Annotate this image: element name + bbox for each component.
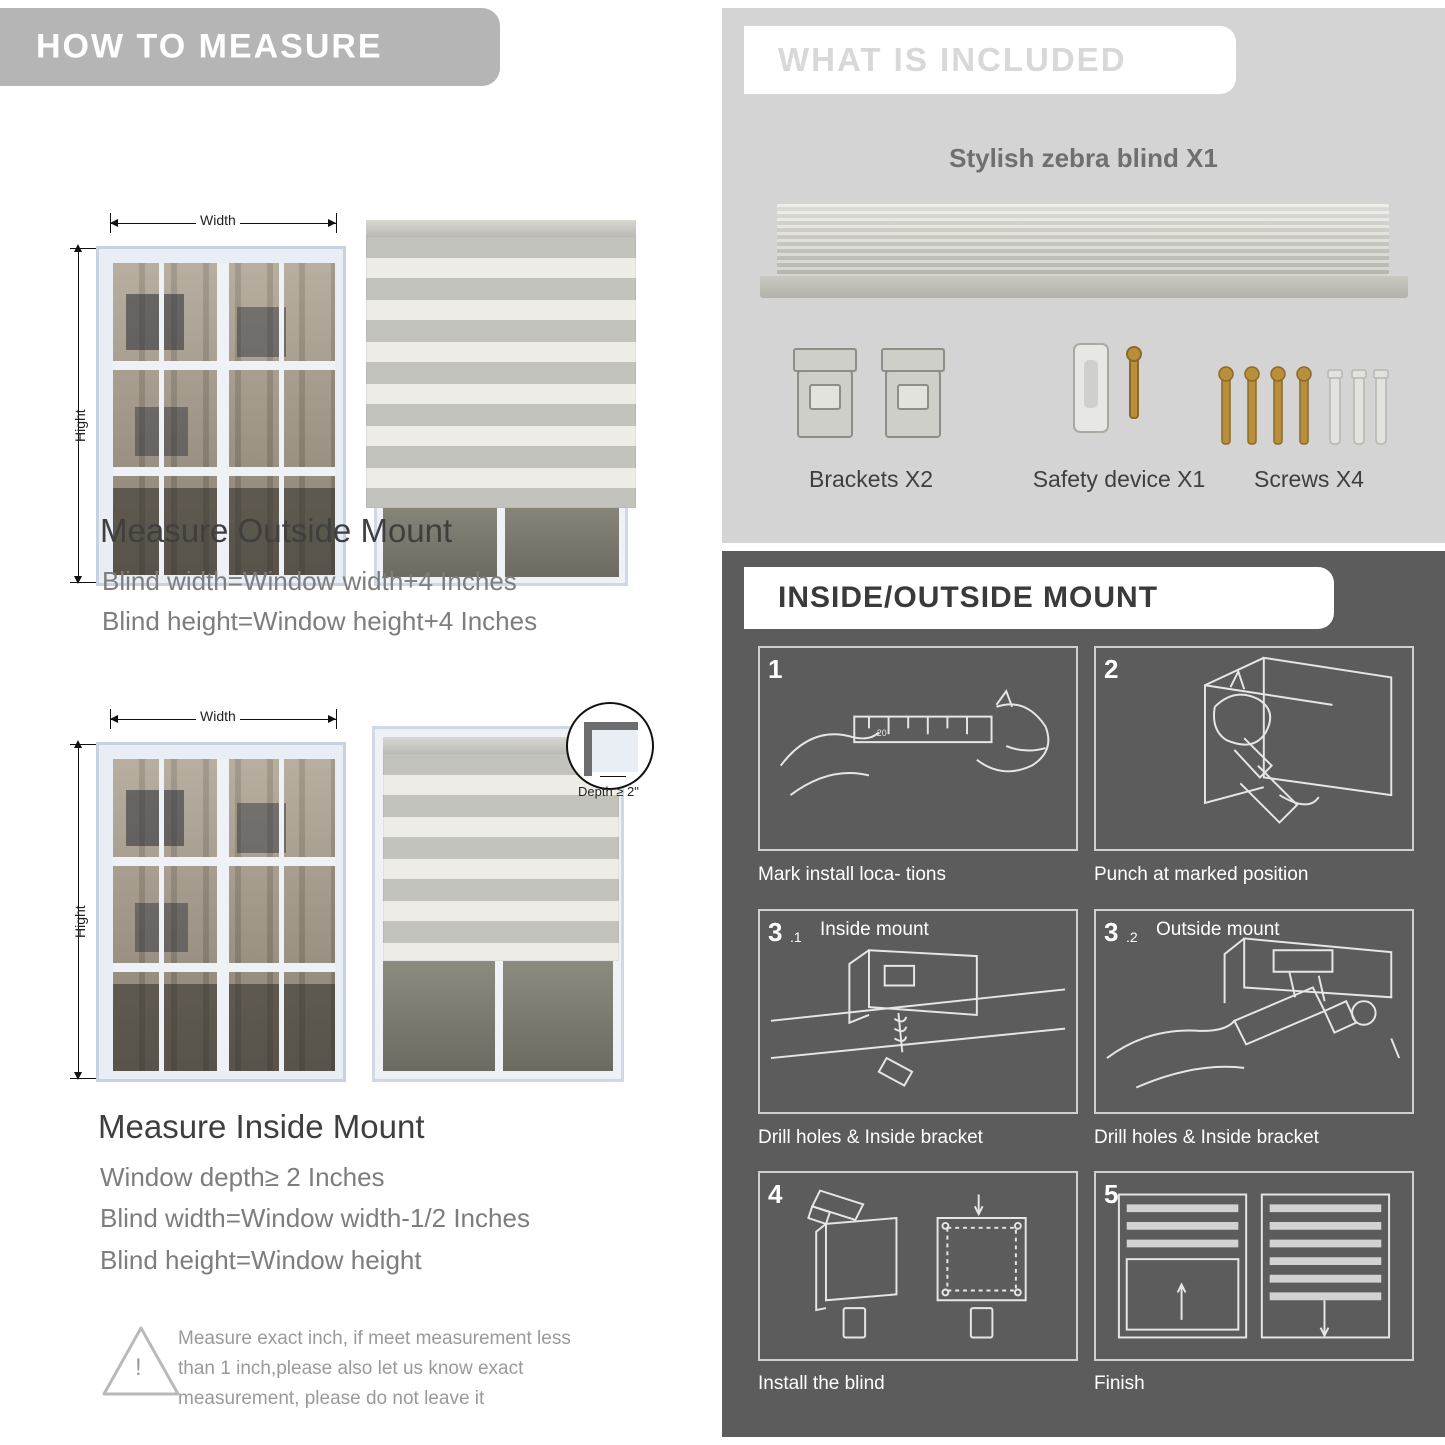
inside-window-muntin-1: [159, 759, 164, 1071]
part-caption-screws: Screws X4: [1254, 466, 1364, 492]
step-1-number: 1: [768, 654, 783, 684]
warning-line-3: measurement, please do not leave it: [178, 1388, 485, 1409]
outside-mount-diagram: [0, 100, 710, 510]
step-3-2-illustration: [1094, 909, 1414, 1114]
window-mullion-horizontal-1: [113, 361, 335, 370]
step-3-2-outside-mount-label: Outside mount: [1156, 919, 1280, 940]
outside-mount-line-1: Blind width=Window width+4 Inches: [102, 566, 517, 596]
step-2-caption: Punch at marked position: [1094, 864, 1309, 885]
outside-mount-title: Measure Outside Mount: [100, 512, 453, 549]
step-4-caption: Install the blind: [758, 1373, 885, 1394]
inside-width-arrow-right-icon: [328, 715, 336, 723]
how-to-measure-header-label: HOW TO MEASURE: [36, 27, 383, 66]
warning-exclamation-mark: !: [135, 1354, 142, 1381]
step-1: [758, 646, 1078, 906]
step-2-illustration: [1094, 646, 1414, 851]
width-arrow-left-icon: [110, 219, 118, 227]
outside-height-label: Hight: [72, 409, 88, 442]
included-main-item-label: Stylish zebra blind X1: [949, 143, 1218, 173]
measure-warning: [100, 1318, 660, 1428]
step-2-number: 2: [1104, 654, 1119, 684]
what-is-included-panel: [722, 8, 1445, 543]
depth-dimension-line: [600, 776, 626, 777]
left-column: [0, 0, 710, 1445]
inside-window-frame: [96, 742, 346, 1082]
outside-width-label: Width: [196, 212, 240, 228]
inside-width-tick-right: [336, 709, 337, 729]
step-1-illustration: [758, 646, 1078, 851]
outside-mount-line-2: Blind height=Window height+4 Inches: [102, 606, 538, 636]
inside-width-label: Width: [196, 708, 240, 724]
width-tick-right: [336, 213, 337, 233]
brackets-image: [786, 343, 956, 453]
zebra-blind-bottom-rail: [760, 276, 1408, 298]
what-is-included-header-label: WHAT IS INCLUDED: [778, 41, 1127, 78]
window-mullion-horizontal-2: [113, 467, 335, 476]
step-3-2-number: 3: [1104, 917, 1119, 947]
step-1-caption: Mark install loca- tions: [758, 864, 946, 885]
step-3-2: [1094, 909, 1414, 1169]
step-3-1-illustration: [758, 909, 1078, 1114]
inside-window-mullion-horizontal-2: [113, 963, 335, 972]
warning-line-1: Measure exact inch, if meet measurement less: [178, 1328, 571, 1349]
blind-zebra-fabric: [366, 236, 636, 508]
step-3-1-caption: Drill holes & Inside bracket: [758, 1127, 983, 1148]
step-5-number: 5: [1104, 1179, 1119, 1209]
width-arrow-right-icon: [328, 219, 336, 227]
part-caption-safety-device: Safety device X1: [1032, 466, 1206, 492]
inside-mount-line-3: Blind height=Window height: [100, 1245, 422, 1275]
zebra-blind-product-image: [777, 204, 1389, 276]
screws-image: [1212, 338, 1392, 453]
safety-device-image: [1052, 338, 1192, 453]
right-column: [722, 0, 1445, 1445]
inside-outside-mount-panel: [722, 551, 1445, 1437]
step-3-1-inside-mount-label: Inside mount: [820, 919, 929, 940]
step-4-illustration: [758, 1171, 1078, 1361]
inside-window-mullion-vertical: [217, 759, 229, 1071]
inside-window-muntin-2: [279, 759, 284, 1071]
width-tick-left: [110, 213, 111, 233]
part-caption-brackets: Brackets X2: [809, 466, 933, 492]
inside-outside-mount-header-label: INSIDE/OUTSIDE MOUNT: [778, 581, 1159, 614]
inside-height-label: Hight: [72, 905, 88, 938]
step-3-2-substep: .2: [1126, 929, 1138, 945]
inside-mount-line-1: Window depth≥ 2 Inches: [100, 1162, 385, 1192]
inside-mount-diagram: [0, 698, 710, 1098]
depth-label: Depth ≥ 2": [578, 784, 639, 799]
blind-headrail: [366, 220, 636, 236]
inside-width-arrow-left-icon: [110, 715, 118, 723]
step-5-caption: Finish: [1094, 1373, 1145, 1394]
step-5-illustration: [1094, 1171, 1414, 1361]
inside-mount-title: Measure Inside Mount: [98, 1108, 425, 1145]
step-3-2-caption: Drill holes & Inside bracket: [1094, 1127, 1319, 1148]
step-4-number: 4: [768, 1179, 783, 1209]
step-5: [1094, 1171, 1414, 1421]
step-2: [1094, 646, 1414, 906]
inside-mount-line-2: Blind width=Window width-1/2 Inches: [100, 1203, 530, 1233]
step-3-1-substep: .1: [790, 929, 802, 945]
warning-line-2: than 1 inch,please also let us know exact: [178, 1358, 524, 1379]
what-is-included-header: [744, 26, 1236, 94]
inside-width-tick-left: [110, 709, 111, 729]
svg-text:20: 20: [876, 728, 887, 739]
step-3-1: [758, 909, 1078, 1169]
step-3-1-number: 3: [768, 917, 783, 947]
inside-window-mullion-horizontal-1: [113, 857, 335, 866]
inside-outside-mount-header: [744, 567, 1334, 629]
how-to-measure-header: [0, 8, 500, 86]
step-4: [758, 1171, 1078, 1421]
